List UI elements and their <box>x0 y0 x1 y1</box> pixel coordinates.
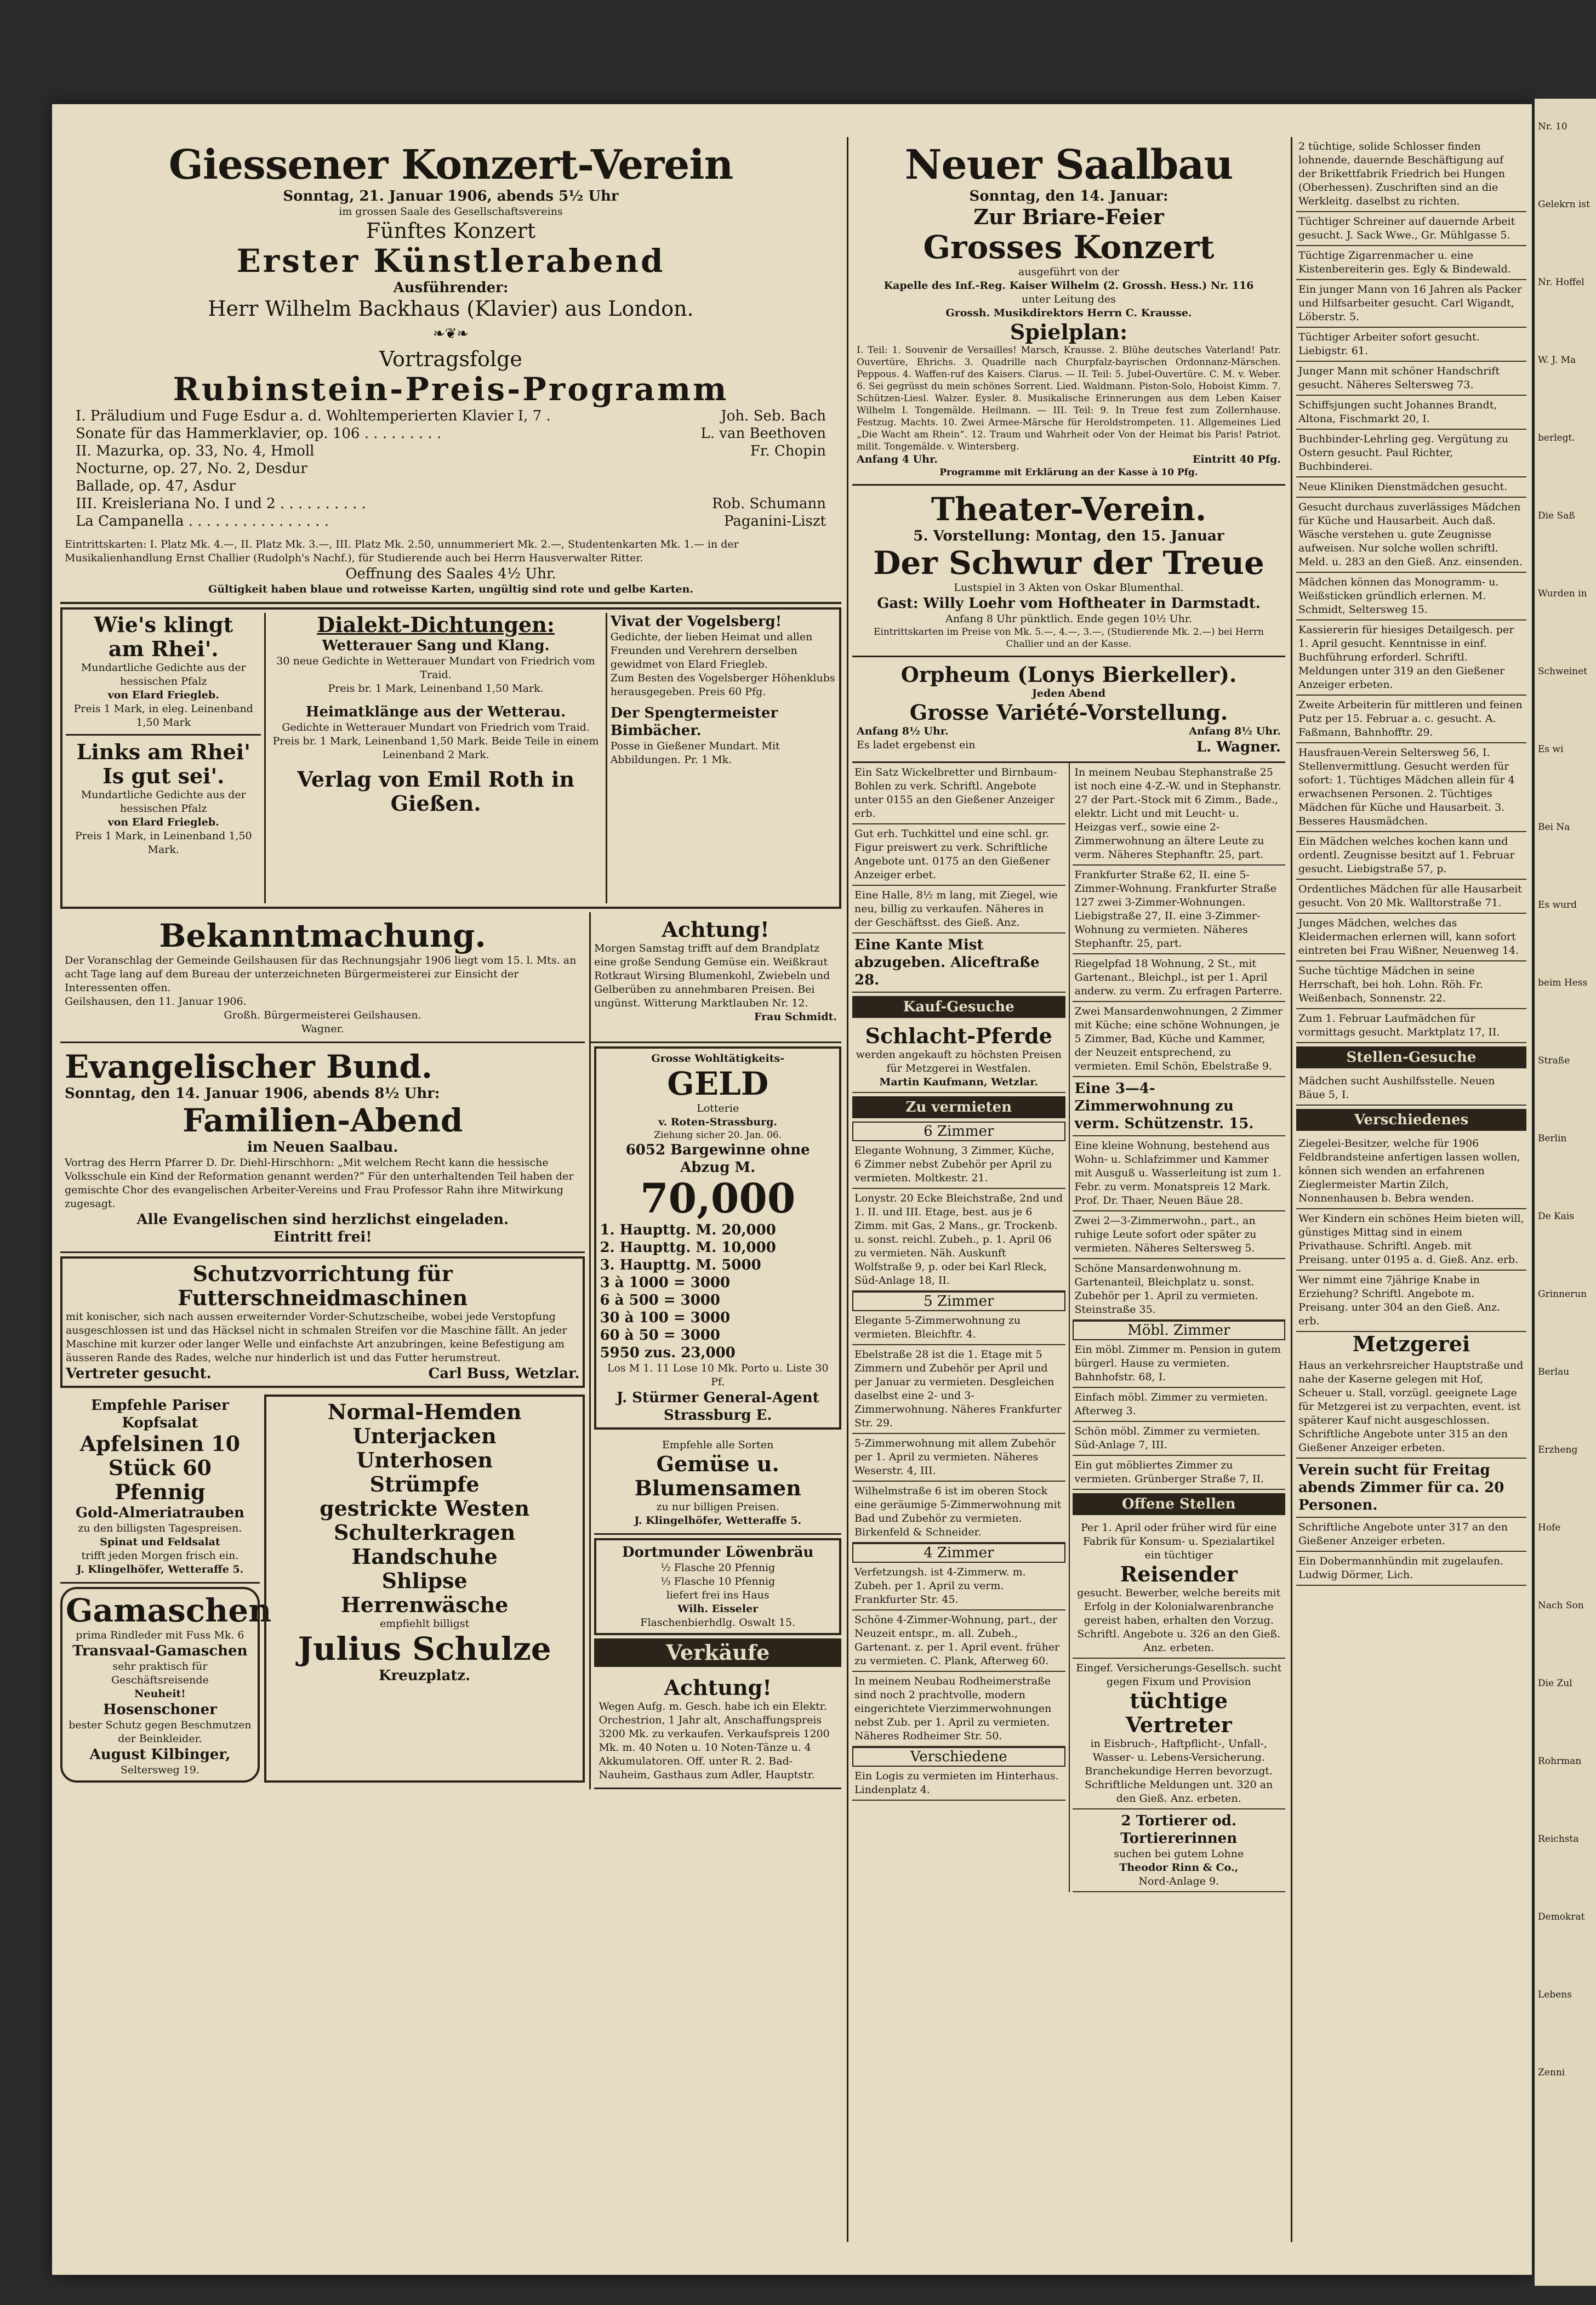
geld-prize-row: 3. Haupttg. M. 5000 <box>600 1257 761 1273</box>
kuenstlerabend-heading: Erster Künstlerabend <box>236 242 665 280</box>
job-ad: Hausfrauen-Verein Seltersweg 56, I. Stellenvermittlung. Gesucht werden für sofort: 1. Tüchtiges Mädchen allein für 4 erwachsenen Personen. 2. Tüchtiges Mädchen für Küche und Hausarbeit. 3. Besseres Hausmädchen. <box>1296 743 1526 832</box>
vivat-title: Vivat der Vogelsberg! <box>610 613 782 630</box>
ad-frankfurter: Frankfurter Straße 62, II. eine 5-Zimmer-Wohnung. Frankfurter Straße 127 zwei 3-Zimmer-Wohnungen. Liebigstraße 27, II. eine 3-Zimmer-Wohnung zu vermieten. Näheres Stephanftr. 25, part. <box>1073 866 1286 954</box>
ad-five-rooms-2: Ebelstraße 28 ist die 1. Etage mit 5 Zimmern und Zubehör per April und per Januar zu vermieten. Desgleichen daselbst eine 2- und 3-Zimmerwohnung. Näheres Frankfurter Str. 29. <box>852 1345 1065 1434</box>
saalbau-ad <box>852 137 1285 486</box>
saalbau-spielplan: Spielplan: <box>1010 320 1128 344</box>
normal-item-7: Shlipse <box>381 1568 468 1593</box>
links-subtitle: Is gut sei'. <box>102 764 225 788</box>
gemuese-intro: Empfehle alle Sorten <box>662 1439 774 1451</box>
column-2 <box>852 137 1285 2247</box>
normal-item-6: Handschuhe <box>351 1544 498 1569</box>
evangelisch-free-entry: Eintritt frei! <box>273 1229 372 1245</box>
ad-stephanstrasse: In meinem Neubau Stephanstraße 25 ist noch eine 4-Z.-W. und in Stephanstr. 27 der Part.-Stock mit 6 Zimm., Bade., elektr. Licht und mit Leucht- u. Heizgas verf., sowie eine 2-Zimmerwohnung an ältere Leute zu verm. Näheres Stephanftr. 25, part. <box>1073 763 1286 866</box>
schutz-vertreter: Vertreter gesucht. <box>66 1365 212 1382</box>
ad-metzgerei: Haus an verkehrsreicher Hauptstraße und nahe der Kaserne gelegen mit Hof, Scheuer u. Stall, vorzügl. geeignete Lage für Metzgerei ist zu verpachten, event. ist späterer Kauf nicht ausgeschlossen. Schriftliche Angebote unter 315 an den Gießener Anzeiger erbeten. <box>1296 1356 1526 1459</box>
dialekt-publisher: Verlag von Emil Roth in Gießen. <box>297 767 575 816</box>
geld-prize-row: 2. Haupttg. M. 10,000 <box>600 1239 776 1256</box>
dortmunder-price1: ½ Flasche 20 Pfennig <box>660 1562 776 1574</box>
dialect-books-ad <box>60 607 841 909</box>
normal-item-1: Unterjacken <box>352 1424 497 1448</box>
dialekt-title: Dialekt-Dichtungen: <box>317 612 555 637</box>
orpheum-start-2: Anfang 8½ Uhr. <box>1189 725 1281 737</box>
saalbau-kapelle: Kapelle des Inf.-Reg. Kaiser Wilhelm (2. Grossh. Hess.) Nr. 116 <box>884 280 1254 292</box>
schlacht-text: werden angekauft zu höchsten Preisen für Metzgerei in Westfalen. <box>856 1049 1062 1074</box>
tortierer-company: Theodor Rinn & Co., <box>1119 1862 1239 1874</box>
job-ad: Junger Mann mit schöner Handschrift gesucht. Näheres Seltersweg 73. <box>1296 362 1526 396</box>
strip-text: Erzheng <box>1538 1444 1578 1455</box>
ad-wickelbretter: Ein Satz Wickelbretter und Birnbaum-Bohlen zu verk. Schriftl. Angebote unter 0155 an den Gießener Anzeiger erb. <box>852 763 1065 824</box>
hosenschoner-desc: bester Schutz gegen Beschmutzen der Beinkleider. <box>69 1719 252 1745</box>
achtung-signature: Frau Schmidt. <box>754 1011 837 1023</box>
vivat-price: Zum Besten des Vogelsberger Höhenklubs herausgegeben. Preis 60 Pfg. <box>610 672 835 698</box>
pariser-seller: J. Klingelhöfer, Wetteraffe 5. <box>76 1563 244 1575</box>
job-ad: Gesucht durchaus zuverlässiges Mädchen für Küche und Hausarbeit. Auch daß. Wäsche verstehen u. gute Zeugnisse aufweisen. Nur solche wollen schriftl. Meld. u. 283 an den Gieß. Anz. einsenden. <box>1296 498 1526 573</box>
strip-text: Es wurd <box>1538 900 1577 910</box>
wie-desc: Mundartliche Gedichte aus der hessischen Pfalz <box>81 662 246 687</box>
verschiedenes-header: Verschiedenes <box>1296 1109 1526 1131</box>
geld-draw-date: Ziehung sicher 20. Jan. 06. <box>654 1130 782 1141</box>
strip-text: Es wi <box>1538 744 1564 755</box>
spengler-desc: Posse in Gießener Mundart. Mit Abbildungen. Pr. 1 Mk. <box>610 740 780 766</box>
geld-heading: GELD <box>667 1065 769 1102</box>
ad-five-rooms-3: 5-Zimmerwohnung mit allem Zubehör per 1. April zu vermieten. Näheres Weserstr. 4, III. <box>852 1434 1065 1482</box>
column-rule-2 <box>1291 137 1292 2242</box>
familien-abend-heading: Familien-Abend <box>183 1102 463 1139</box>
transvaal-line: Transvaal-Gamaschen <box>72 1643 248 1659</box>
opening-time: Oeffnung des Saales 4½ Uhr. <box>345 566 556 582</box>
spengler-title: Der Spengtermeister Bimbächer. <box>610 705 778 739</box>
ad-four-rooms-2: Schöne 4-Zimmer-Wohnung, part., der Neuzeit entspr., m. all. Zubeh., Gartenant. z. per 1. April event. früher zu vermieten. C. Plank, Afterweg 60. <box>852 1610 1065 1672</box>
normal-item-5: Schulterkragen <box>333 1520 516 1545</box>
ad-kleine-wohnung: Eine kleine Wohnung, bestehend aus Wohn- u. Schlafzimmer und Kammer mit Ausguß u. Wasserleitung ist zum 1. Febr. zu verm. Monatspreis 12 Mark. Prof. Dr. Thaer, Neuen Bäue 28. <box>1073 1136 1286 1211</box>
schutz-ad <box>60 1256 585 1388</box>
saalbau-title: Neuer Saalbau <box>904 141 1233 189</box>
job-ad: Ein Mädchen welches kochen kann und ordentl. Zeugnisse besitzt auf 1. Februar gesucht. Liebigstraße 57, p. <box>1296 832 1526 880</box>
gamaschen-title: Gamaschen <box>66 1592 272 1629</box>
geld-intro: Grosse Wohltätigkeits- <box>651 1052 785 1065</box>
ad-four-rooms-1: Verfetzungsh. ist 4-Zimmerw. m. Zubeh. per 1. April zu verm. Frankfurter Str. 45. <box>852 1563 1065 1610</box>
dortmunder-address: Flaschenbierhdlg. Oswalt 15. <box>640 1617 796 1629</box>
strip-text: Grinnerun <box>1538 1289 1587 1300</box>
job-ad: 2 tüchtige, solide Schlosser finden lohnende, dauernde Beschäftigung auf der Brikettfabrik Friedrich bei Hungen (Oberhessen). Zuschriften sind an die Werkleitg. daselbst zu richten. <box>1296 137 1526 212</box>
strip-text: Straße <box>1538 1055 1570 1066</box>
evangelischer-bund-title: Evangelischer Bund. <box>65 1048 433 1085</box>
program-item: III. Kreisleriana No. I und 2 . . . . . . . . . . Rob. Schumann <box>76 496 826 512</box>
strip-text: Die Zul <box>1538 1678 1572 1689</box>
strip-text: Berlin <box>1538 1133 1567 1144</box>
strip-text: beim Hess <box>1538 977 1588 988</box>
gamaschen-ad <box>60 1587 272 1783</box>
vertreter-text: in Eisbruch-, Haftpflicht-, Unfall-, Wasser- u. Lebens-Versicherung. Branchekundige Herren bevorzugt. Schriftliche Meldungen unt. 320 an den Gieß. Anz. erbeten. <box>1085 1738 1273 1805</box>
orpheum-every: Jeden Abend <box>1031 687 1106 699</box>
c2-left-ads <box>852 763 1065 1892</box>
schutz-text: mit konischer, sich nach aussen erweiternder Vorder-Schutzscheibe, wobei jede Verstopfung ausgeschlossen ist und das Häcksel nicht in schmalen Streifen vor die Maschine fällt. An jeder Maschine mit kurzer oder langer Welle und einfachste Art anzubringen, keine Befestigung am äusseren Rande des Rades, welche nur hinderlich ist und das Futter herumstreut. <box>66 1311 567 1364</box>
geld-prize-row: 3 à 1000 = 3000 <box>600 1274 731 1291</box>
ad-five-rooms-1: Elegante 5-Zimmerwohnung zu vermieten. Bleichftr. 4. <box>852 1311 1065 1345</box>
gamaschen-price: prima Rindleder mit Fuss Mk. 6 <box>76 1629 244 1641</box>
theater-date: 5. Vorstellung: Montag, den 15. Januar <box>913 528 1224 544</box>
strip-text: Zenni <box>1538 2067 1565 2078</box>
program-item: I. Präludium und Fuge Esdur a. d. Wohltemperierten Klavier I, 7 . Joh. Seb. Bach <box>76 408 826 424</box>
pariser-prices: zu den billigsten Tagespreisen. <box>78 1522 242 1534</box>
strip-text: Reichsta <box>1538 1834 1579 1845</box>
program-item: II. Mazurka, op. 33, No. 4, Hmoll Fr. Chopin <box>76 443 826 459</box>
saalbau-start: Anfang 4 Uhr. <box>857 453 938 465</box>
ausfuehrender-label: Ausführender: <box>393 280 509 296</box>
job-ad: Suche tüchtige Mädchen in seine Herrschaft, bei hoh. Lohn. Röh. Fr. Weißenbach, Sonnenstr. 22. <box>1296 961 1526 1009</box>
verschiedene-header: Verschiedene <box>852 1747 1065 1767</box>
theater-author: Lustspiel in 3 Akten von Oskar Blumenthal. <box>954 582 1184 594</box>
ad-dobermann: Ein Dobermannhündin mit zugelaufen. Ludwig Dörmer, Lich. <box>1296 1552 1526 1586</box>
saalbau-konzert: Grosses Konzert <box>923 229 1215 266</box>
ad-erziehung: Wer nimmt eine 7jährige Knabe in Erziehung? Schriftl. Angebote m. Preisang. unter 304 an den Gieß. Anz. erb. <box>1296 1271 1526 1332</box>
normal-item-3: Strümpfe <box>369 1472 480 1496</box>
saalbau-director: Grossh. Musikdirektors Herrn C. Krausse. <box>945 307 1192 319</box>
c2-right-ads <box>1069 763 1286 1892</box>
konzert-number: Fünftes Konzert <box>366 219 536 243</box>
gamaschen-seller: August Kilbinger, <box>89 1746 231 1763</box>
geld-prize-row: 30 à 100 = 3000 <box>600 1310 731 1326</box>
geld-prize-row: 6 à 500 = 3000 <box>600 1292 721 1308</box>
strip-text: De Kais <box>1538 1211 1575 1222</box>
strip-text: Rohrman <box>1538 1756 1582 1767</box>
job-ad: Tüchtige Zigarrenmacher u. eine Kistenbereiterin ges. Egly & Bindewald. <box>1296 246 1526 280</box>
tortierer-address: Nord-Anlage 9. <box>1138 1875 1219 1887</box>
dialekt-book1-price: Preis br. 1 Mark, Leinenband 1,50 Mark. <box>328 682 544 695</box>
theater-time: Anfang 8 Uhr pünktlich. Ende gegen 10½ Uhr. <box>945 613 1192 625</box>
strip-text: berlegt. <box>1538 432 1575 443</box>
next-page-strip <box>1535 99 1596 2286</box>
bekanntmachung-signature: Wagner. <box>301 1023 344 1035</box>
evangelisch-date: Sonntag, den 14. Januar 1906, abends 8½ Uhr: <box>65 1085 440 1102</box>
bekanntmachung-title: Bekanntmachung. <box>159 917 486 954</box>
tortierer-text: suchen bei gutem Lohne <box>1114 1848 1244 1860</box>
trauben-line: Gold-Almeriatrauben <box>75 1505 244 1521</box>
saalbau-ausg: ausgeführt von der <box>1018 266 1119 278</box>
orpheum-ad <box>852 657 1285 763</box>
normal-item-2: Unterhosen <box>356 1448 493 1472</box>
saalbau-feier: Zur Briare-Feier <box>973 204 1164 229</box>
links-author: von Elard Friegleb. <box>107 816 219 828</box>
geld-prize-count: 6052 Bargewinne ohne Abzug M. <box>625 1142 810 1176</box>
vivat-desc: Gedichte, der lieben Heimat und allen Freunden und Verehrern derselben gewidmet von Elard Friegleb. <box>610 631 813 670</box>
five-rooms-header: 5 Zimmer <box>852 1291 1065 1311</box>
zu-vermieten-header: Zu vermieten <box>852 1096 1065 1118</box>
dortmunder-delivery: liefert frei ins Haus <box>666 1589 770 1601</box>
saalbau-entry: Eintritt 40 Pfg. <box>1192 453 1281 465</box>
ad-verein-detail: Schriftliche Angebote unter 317 an den Gießener Anzeiger erbeten. <box>1296 1518 1526 1552</box>
links-price: Preis 1 Mark, in Leinenband 1,50 Mark. <box>75 830 252 856</box>
moebl-header: Möbl. Zimmer <box>1073 1321 1286 1340</box>
geld-price: Los M 1. 11 Lose 10 Mk. Porto u. Liste 30 Pf. <box>607 1362 829 1388</box>
job-ad: Tüchtiger Arbeiter sofort gesucht. Liebigstr. 61. <box>1296 328 1526 362</box>
job-ad: Junges Mädchen, welches das Kleidermachen erlernen will, kann sofort eintreten bei Frau Wißner, Neuenweg 14. <box>1296 914 1526 961</box>
theater-title: Theater-Verein. <box>931 491 1207 528</box>
normal-hemden-ad <box>264 1395 585 1783</box>
achtung-text: Morgen Samstag trifft auf dem Brandplatz eine große Sendung Gemüse ein. Weißkraut Rotkraut Wirsing Blumenkohl, Zwiebeln und Gelberüben zu annehmbaren Preisen. Bei ungünst. Witterung Marktlauben Nr. 12. <box>594 942 830 1009</box>
orpheum-title: Orpheum (Lonys Bierkeller). <box>900 662 1237 687</box>
achtung-title: Achtung! <box>662 917 770 942</box>
six-rooms-header: 6 Zimmer <box>852 1122 1065 1141</box>
program-item: Sonate für das Hammerklavier, op. 106 . . . . . . . . . L. van Beethoven <box>76 425 826 442</box>
newspaper-page <box>52 104 1532 2275</box>
ad-six-rooms-1: Elegante Wohnung, 3 Zimmer, Küche, 6 Zimmer nebst Zubehör per April zu vermieten. Moltkestr. 21. <box>852 1141 1065 1189</box>
konzert-place: im grossen Saale des Gesellschaftsvereins <box>339 206 563 218</box>
reisender-intro: Per 1. April oder früher wird für eine Fabrik für Konsum- u. Spezialartikel ein tüchtiger <box>1081 1522 1277 1561</box>
spinat-line: Spinat und Feldsalat <box>100 1536 220 1548</box>
schlacht-title: Schlacht-Pferde <box>865 1023 1052 1048</box>
reisender-title: Reisender <box>1120 1562 1238 1586</box>
pariser-title: Empfehle Pariser Kopfsalat <box>91 1397 229 1431</box>
bekanntmachung-office: Großh. Bürgermeisterei Geilshausen. <box>224 1009 421 1021</box>
ad-verein: Verein sucht für Freitag abends Zimmer für ca. 20 Personen. <box>1296 1459 1526 1518</box>
dortmunder-ad <box>594 1538 841 1635</box>
program-list <box>65 407 837 530</box>
strip-text: Nach Son <box>1538 1600 1584 1611</box>
strip-text: Gelekrn ist <box>1538 199 1590 210</box>
geld-prize-row: 1. Haupttg. M. 20,000 <box>600 1222 776 1238</box>
konzert-verein-ad: Giessener Konzert-Verein Sonntag, 21. Januar 1906, abends 5½ Uhr im grossen Saale des Gesellschaftsvereins Fünftes Konzert Erster Künstlerabend Ausführender: Herr Wilhelm Backhaus (Klavier) aus London. ❧❦❧ Vortragsfolge Rubinstein-Preis-Programm I. Präludium und Fuge Esdur a. d. Wohltemperierten Klavier I, 7 . Joh. Seb. Bach Sonate für das Hammerklavier, op. 106 . . . . . . . . . L. van Beethoven II. Mazurka, op. 33, No. 4, Hmoll Fr. Chopin Nocturne, op. 27, No. 2, Desdur Ballade, op. 47, Asdur III. Kreisleriana No. I und 2 . . . . . . . . . . Rob. Schumann La Campanella . . . . . . . . . . . . . . . . Paganini-Liszt Eintrittskarten: I. Platz Mk. 4.—, II. Platz Mk. 3.—, III. Platz Mk. 2.50, unnummeriert Mk. 2.—, Studentenkarten Mk. 1.— in der Musikalienhandlung Ernst Challier (Rudolph's Nachf.), für Studierende auch bei Herrn Hausverwalter Ritter. Oeffnung des Saales 4½ Uhr. Gültigkeit haben blaue und rotweisse Karten, ungültig sind rote und gelbe Karten. <box>60 137 841 604</box>
job-ad: Buchbinder-Lehrling geg. Vergütung zu Ostern gesucht. Paul Richter, Buchbinderei. <box>1296 430 1526 477</box>
transvaal-desc: sehr praktisch für Geschäftsreisende <box>111 1660 209 1686</box>
program-item: Nocturne, op. 27, No. 2, Desdur <box>76 460 307 477</box>
theater-prices: Eintrittskarten im Preise von Mk. 5.—, 4.—, 3.—, (Studierende Mk. 2.—) bei Herrn Challier und an der Kasse. <box>874 627 1264 650</box>
gemuese-title: Gemüse u. Blumensamen <box>634 1452 801 1500</box>
dialekt-book1-desc: 30 neue Gedichte in Wetterauer Mundart von Friedrich vom Traid. <box>276 655 595 681</box>
wie-subtitle: am Rhei'. <box>108 636 219 661</box>
gamaschen-address: Seltersweg 19. <box>120 1764 200 1776</box>
normal-recommend: empfiehlt billigst <box>379 1618 470 1630</box>
job-ad: Zweite Arbeiterin für mittleren und feinen Putz per 15. Februar a. c. gesucht. A. Faßmann, Bahnhofftr. 29. <box>1296 696 1526 743</box>
schutz-company: Carl Buss, Wetzlar. <box>428 1365 580 1382</box>
strip-text: Berlau <box>1538 1367 1570 1378</box>
ad-four-rooms-3: In meinem Neubau Rodheimerstraße sind noch 2 prachtvolle, modern eingerichtete Vierzimmerwohnungen nebst Zub. per 1. April zu vermieten. Näheres Rodheimer Str. 50. <box>852 1672 1065 1747</box>
job-ad: Kassiererin für hiesiges Detailgesch. per 1. April gesucht. Kenntnisse in einf. Buchführung erforderl. Schriftl. Meldungen unter 319 an den Gießener Anzeiger erbeten. <box>1296 621 1526 696</box>
bekanntmachung-text: Der Voranschlag der Gemeinde Geilshausen für das Rechnungsjahr 1906 liegt vom 15. l. Mts. an acht Tage lang auf dem Bureau der unterzeichneten Bürgermeisterei zur Einsicht der Interessenten offen. <box>65 954 577 994</box>
dialekt-book2-desc: Gedichte in Wetterauer Mundart von Friedrich vom Traid. <box>282 721 590 733</box>
geld-agent: J. Stürmer General-Agent Strassburg E. <box>616 1390 819 1424</box>
schlacht-seller: Martin Kaufmann, Wetzlar. <box>879 1076 1039 1088</box>
job-ad: Zum 1. Februar Laufmädchen für vormittags gesucht. Marktplatz 17, II. <box>1296 1009 1526 1043</box>
bekannt-row <box>60 912 841 1043</box>
dortmunder-title: Dortmunder Löwenbräu <box>622 1544 814 1561</box>
geld-prize-row: 60 à 50 = 3000 <box>600 1327 721 1344</box>
dialekt-book1: Wetterauer Sang und Klang. <box>322 638 550 654</box>
theater-play: Der Schwur der Treue <box>873 544 1264 582</box>
schutz-title: Schutzvorrichtung für <box>192 1261 453 1286</box>
ad-halle: Eine Halle, 8½ m lang, mit Ziegel, wie neu, billig zu verkaufen. Näheres in der Geschäftsst. des Gieß. Anz. <box>852 886 1065 934</box>
dialekt-book2-price: Preis br. 1 Mark, Leinenband 1,50 Mark. Beide Teile in einem Leinenband 2 Mark. <box>272 735 599 761</box>
strip-text: Wurden in <box>1538 588 1587 599</box>
wie-price: Preis 1 Mark, in eleg. Leinenband 1,50 Mark <box>73 703 253 729</box>
column-1 <box>60 137 841 2247</box>
geld-place: v. Roten-Strassburg. <box>658 1116 778 1128</box>
validity-note: Gültigkeit haben blaue und rotweisse Karten, ungültig sind rote und gelbe Karten. <box>208 583 693 595</box>
ad-lonystr: Lonystr. 20 Ecke Bleichstraße, 2nd und 1. II. und III. Etage, best. aus je 6 Zimm. mit Gas, 2 Mans., gr. Trockenb. u. sonst. reichl. Zubeh., p. 1. April 06 zu vermieten. Näh. Auskunft Wolfstraße 9, p. oder bei Karl Rleck, Süd-Anlage 18, II. <box>852 1189 1065 1291</box>
ticket-info: Eintrittskarten: I. Platz Mk. 4.—, II. Platz Mk. 3.—, III. Platz Mk. 2.50, unnummeriert Mk. 2.—, Studentenkarten Mk. 1.— in der Musikalienhandlung Ernst Challier (Rudolph's Nachf.), für Studierende auch bei Herrn Hausverwalter Ritter. <box>65 538 739 564</box>
apfelsinen-line: Apfelsinen 10 Stück 60 Pfennig <box>79 1431 241 1504</box>
strip-text: Demokrat <box>1538 1911 1585 1922</box>
wie-author: von Elard Friegleb. <box>107 689 219 701</box>
neuheit-label: Neuheit! <box>134 1688 186 1700</box>
orpheum-invite: Es ladet ergebenst ein <box>857 739 976 751</box>
geld-prize-list <box>600 1221 836 1362</box>
ad-moebl-4: Ein gut möbliertes Zimmer zu vermieten. Grünberger Straße 7, II. <box>1073 1456 1286 1490</box>
saalbau-leitung: unter Leitung des <box>1022 293 1116 305</box>
strip-text: Bei Na <box>1538 822 1570 833</box>
saalbau-plan: I. Teil: 1. Souvenir de Versailles! Marsch, Krausse. 2. Blühe deutsches Vaterland! Patr. Ouvertüre, Ehrichs. 3. Quadrille nach Churpfalz-bayrischen Ordonnanz-Märschen. Peppous. 4. Waffen-ruf des Kaisers. Clarus. — II. Teil: 5. Jubel-Ouvertüre. C. M. v. Weber. 6. Sei gegrüsst du mein schönes Sorrent. Lied. Waldmann. Piston-Solo, Hoboist Kimm. 7. Schützen-Liesl. Walzer. Eysler. 8. Musikalische Erinnerungen aus dem Leben Kaiser Wilhelm I. Tongemälde. Heilmann. — III. Teil: 9. In Treue fest zum Zollernhause. Festzug. Machts. 10. Zwei Armee-Märsche für Heroldstrompeten. 11. Allgemeines Lied „Die Wacht am Rhein“. 12. Traum und Wahrheit oder Von der Heimat bis Paris! Patriot. milit. Tongemälde. v. Wintersberg. <box>857 345 1281 452</box>
four-rooms-header: 4 Zimmer <box>852 1543 1065 1563</box>
strip-text: Hofe <box>1538 1522 1561 1533</box>
strip-text: Lebens <box>1538 1989 1572 2000</box>
theater-guest: Gast: Willy Loehr vom Hoftheater in Darmstadt. <box>877 595 1261 612</box>
evangelisch-location: im Neuen Saalbau. <box>247 1139 398 1156</box>
programm-heading: Rubinstein-Preis-Programm <box>173 371 729 408</box>
futter-title: Futterschneidmaschinen <box>178 1285 468 1310</box>
orpheum-show: Grosse Variété-Vorstellung. <box>909 700 1228 725</box>
stellen-gesuche-header: Stellen-Gesuche <box>1296 1046 1526 1068</box>
ad-privathaus: Wer Kindern ein schönes Heim bieten will, günstiges Mittag sind in einem Privathause. Schriftl. Angeb. mit Preisang. unter 0195 a. d. Gieß. Anz. erb. <box>1296 1209 1526 1271</box>
ad-ziegelei: Ziegelei-Besitzer, welche für 1906 Feldbrandsteine anfertigen lassen wollen, können sich wenden an erfahrenen Zieglermeister Martin Zilch, Nonnenhausen b. Bebra wenden. <box>1296 1134 1526 1209</box>
evangelisch-invite: Alle Evangelischen sind herzlichst eingeladen. <box>136 1211 509 1228</box>
ad-mist: Eine Kante Mist abzugeben. Aliceftraße 28. <box>852 934 1065 993</box>
program-item: Ballade, op. 47, Asdur <box>76 478 236 494</box>
orpheum-owner: L. Wagner. <box>1196 739 1281 755</box>
gemuese-seller: J. Klingelhöfer, Wetteraffe 5. <box>634 1515 802 1527</box>
job-ad: Mädchen können das Monogramm- u. Weißsticken gründlich erlernen. M. Schmidt, Seltersweg 15. <box>1296 573 1526 621</box>
geld-lotterie-ad <box>594 1046 841 1430</box>
ad-zwei-wohnungen: Zwei 2—3-Zimmerwohn., part., an ruhige Leute sofort oder später zu vermieten. Näheres Seltersweg 5. <box>1073 1211 1286 1259</box>
ad-moebl-1: Ein möbl. Zimmer m. Pension in gutem bürgerl. Hause zu vermieten. Bahnhofstr. 68, I. <box>1073 1340 1286 1388</box>
ad-aushilfe: Mädchen sucht Aushilfsstelle. Neuen Bäue 5, I. <box>1296 1072 1526 1106</box>
vertreter-title: tüchtige Vertreter <box>1125 1688 1232 1737</box>
hosenschoner-line: Hosenschoner <box>102 1701 217 1718</box>
ad-tuchkittel: Gut erh. Tuchkittel und eine schl. gr. Figur preiswert zu verk. Schriftliche Angebote unt. 0175 an den Gießener Anzeiger erbet. <box>852 824 1065 886</box>
normal-item-4: gestrickte Westen <box>320 1496 530 1521</box>
links-desc: Mundartliche Gedichte aus der hessischen Pfalz <box>81 789 246 815</box>
program-item: La Campanella . . . . . . . . . . . . . . . . Paganini-Liszt <box>76 513 826 530</box>
normal-item-0: Normal-Hemden <box>327 1399 522 1424</box>
job-ad: Tüchtiger Schreiner auf dauernde Arbeit gesucht. J. Sack Wwe., Gr. Mühlgasse 5. <box>1296 212 1526 246</box>
strip-text: Die Saß <box>1538 510 1575 521</box>
links-title: Links am Rhei' <box>76 739 250 764</box>
saalbau-program-note: Programme mit Erklärung an der Kasse à 10 Pfg. <box>939 467 1198 478</box>
ad-mansarden: Zwei Mansardenwohnungen, 2 Zimmer mit Küche; eine schöne Wohnungen, je 5 Zimmer, Bad, Küche und Kammer, der Neuzeit entsprechend, zu vermieten. Emil Schön, Ebelstraße 9. <box>1073 1002 1286 1077</box>
orpheum-start-1: Anfang 8½ Uhr. <box>857 725 949 737</box>
offene-stellen-header: Offene Stellen <box>1073 1493 1286 1515</box>
konzert-title: Giessener Konzert-Verein <box>168 141 733 189</box>
job-ad: Ordentliches Mädchen für alle Hausarbeit gesucht. Von 20 Mk. Walltorstraße 71. <box>1296 880 1526 914</box>
pariser-ad <box>60 1391 260 1584</box>
metzgerei-title: Metzgerei <box>1352 1331 1470 1356</box>
evangelisch-text: Vortrag des Herrn Pfarrer D. Dr. Diehl-Hirschhorn: „Mit welchem Recht kann die hessische Volksschule ein Kind der Reformation genannt werden?“ Für den unterhaltenden Teil haben der gemischte Chor des evangelischen Arbeiter-Vereins und Frau Professor Rahn ihre Mitwirkung zugesagt. <box>65 1157 574 1210</box>
konzert-date: Sonntag, 21. Januar 1906, abends 5½ Uhr <box>283 188 619 204</box>
strip-text: Nr. 10 <box>1538 121 1568 132</box>
wie-title: Wie's klingt <box>94 612 233 637</box>
gemuese-price: zu nur billigen Preisen. <box>656 1501 779 1513</box>
gemuese-ad <box>594 1433 841 1535</box>
strip-text: Schweinet <box>1538 666 1588 677</box>
geld-prize-row: 5950 zus. 23,000 <box>600 1345 736 1361</box>
strip-text: W. J. Ma <box>1538 355 1576 366</box>
normal-address: Kreuzplatz. <box>379 1667 471 1684</box>
ad-three-four-rooms: Eine 3—4-Zimmerwohnung zu verm. Schützenstr. 15. <box>1073 1077 1286 1136</box>
ad-riegelpfad: Riegelpfad 18 Wohnung, 2 St., mit Gartenant., Bleichpl., ist per 1. April anderw. zu verm. Zu erfragen Parterre. <box>1073 954 1286 1002</box>
pariser-fresh: trifft jeden Morgen frisch ein. <box>81 1550 239 1562</box>
job-ad: Ein junger Mann von 16 Jahren als Packer und Hilfsarbeiter gesucht. Carl Wigandt, Löberstr. 5. <box>1296 280 1526 328</box>
geld-total: 70,000 <box>640 1175 796 1222</box>
ad-moebl-3: Schön möbl. Zimmer zu vermieten. Süd-Anlage 7, III. <box>1073 1422 1286 1456</box>
job-ad: Neue Kliniken Dienstmädchen gesucht. <box>1296 477 1526 498</box>
column-rule-1 <box>847 137 848 2242</box>
ad-mansardenwohnung: Schöne Mansardenwohnung m. Gartenanteil, Bleichplatz u. sonst. Zubehör per 1. April zu vermieten. Steinstraße 35. <box>1073 1259 1286 1321</box>
verkaeufe-header: Verkäufe <box>594 1638 841 1667</box>
dialekt-book2: Heimatklänge aus der Wetterau. <box>305 704 566 720</box>
dortmunder-seller: Wilh. Eisseler <box>677 1603 759 1615</box>
ad-moebl-2: Einfach möbl. Zimmer zu vermieten. Afterweg 3. <box>1073 1388 1286 1422</box>
artist-line: Herr Wilhelm Backhaus (Klavier) aus London. <box>208 297 694 321</box>
vortragsfolge-heading: Vortragsfolge <box>379 347 522 371</box>
tortierer-title: 2 Tortierer od. Tortiererinnen <box>1120 1813 1238 1847</box>
dortmunder-price2: ⅓ Flasche 10 Pfennig <box>660 1575 776 1587</box>
bekanntmachung-date: Geilshausen, den 11. Januar 1906. <box>65 995 247 1008</box>
strip-text: Nr. Hoffel <box>1538 277 1584 288</box>
normal-seller: Julius Schulze <box>298 1630 551 1667</box>
geld-lotterie: Lotterie <box>697 1102 739 1114</box>
job-ad: Schiffsjungen sucht Johannes Brandt, Altona, Fischmarkt 20, I. <box>1296 396 1526 430</box>
achtung2-text: Wegen Aufg. m. Gesch. habe ich ein Elektr. Orchestrion, 1 Jahr alt, Anschaffungspreis 3200 Mk. zu verkaufen. Verkaufspreis 1200 Mk. m. 40 Noten u. 10 Noten-Tänze u. 4 Akkumulatoren. Off. unter R. 2. Bad-Nauheim, Gasthaus zum Adler, Hauptstr. <box>598 1700 830 1781</box>
ad-five-rooms-4: Wilhelmstraße 6 ist im oberen Stock eine geräumige 5-Zimmerwohnung mit Bad und Zubehör zu vermieten. Birkenfeld & Schneider. <box>852 1482 1065 1543</box>
theater-ad <box>852 486 1285 657</box>
reisender-text: gesucht. Bewerber, welche bereits mit Erfolg in der Kolonialwarenbranche gereist haben, erhalten den Vorzug. Schriftl. Angebote u. 326 an den Gieß. Anz. erbeten. <box>1077 1587 1281 1654</box>
normal-item-8: Herrenwäsche <box>340 1592 509 1617</box>
lower-col1 <box>60 1043 841 1789</box>
kauf-gesuche-header: Kauf-Gesuche <box>852 996 1065 1018</box>
saalbau-date: Sonntag, den 14. Januar: <box>969 188 1168 204</box>
column-4 <box>1296 137 1526 2247</box>
vertreter-intro: Eingef. Versicherungs-Gesellsch. sucht gegen Fixum und Provision <box>1076 1662 1282 1688</box>
achtung2-title: Achtung! <box>664 1675 772 1700</box>
ad-logis: Ein Logis zu vermieten im Hinterhaus. Lindenplatz 4. <box>852 1767 1065 1801</box>
